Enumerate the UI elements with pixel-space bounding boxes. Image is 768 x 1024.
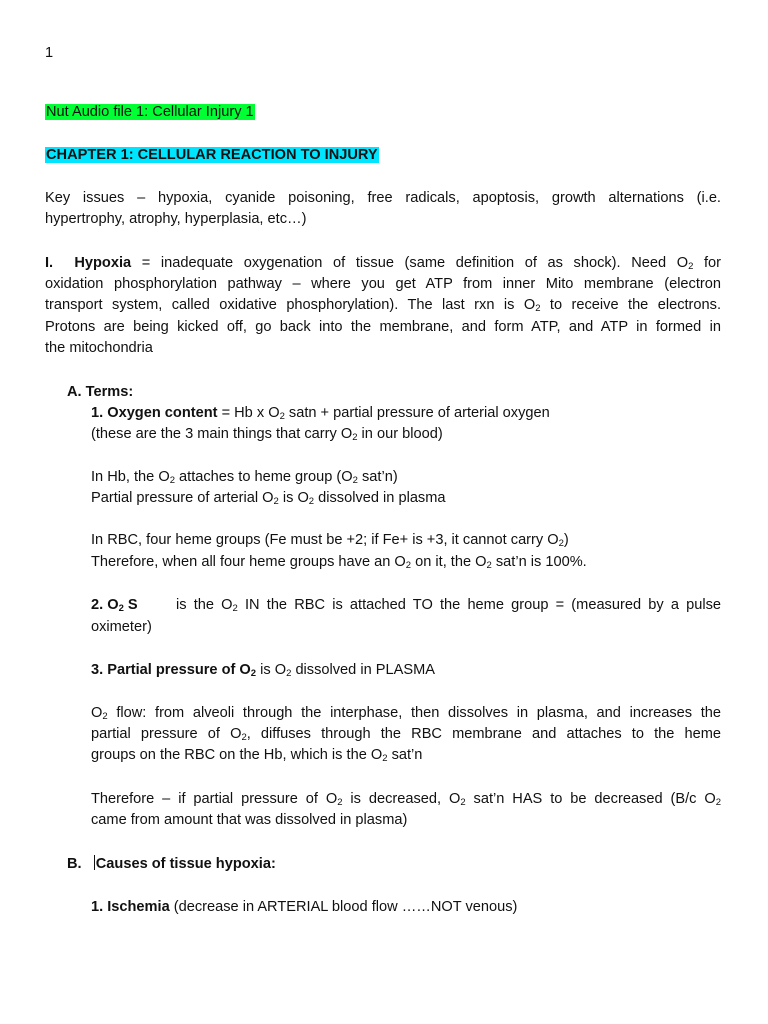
hypoxia-line-2: oxidation phosphorylation pathway – where you get ATP from inner Mito membrane (electron [45, 276, 721, 292]
key-issues-line-2: hypertrophy, atrophy, hyperplasia, etc…) [45, 211, 307, 227]
term-2-definition: is the $O_2$ IN the RBC is attached TO the heme group = (measured by a pulse [176, 597, 721, 614]
therefore-decrease-line-1: Therefore – if partial pressure of $O_2$ is decreased, $O_2$ sat’n HAS to be decreased (B/c $O_2$ [91, 791, 722, 808]
causes-heading: B. Causes of tissue hypoxia: [67, 856, 276, 872]
rbc-heme-line: In RBC, four heme groups (Fe must be +2; if Fe+ is +3, it cannot carry $O_2$) [91, 532, 569, 549]
o2-flow-line-2: partial pressure of $O_2$, diffuses through the RBC membrane and attaches to the heme [91, 726, 721, 743]
section-roman: I. [45, 255, 54, 271]
text-cursor [94, 855, 95, 870]
audio-file-title: Nut Audio file 1: Cellular Injury 1 [46, 104, 254, 120]
term-3-partial-pressure: 3. Partial pressure of $O_2$ is $O_2$ dissolved in PLASMA [91, 662, 435, 679]
therefore-decrease-line-2: came from amount that was dissolved in plasma) [91, 812, 408, 828]
o2-flow-line-3: groups on the RBC on the Hb, which is the $O_2$ sat’n [91, 747, 423, 764]
cause-1-ischemia: 1. Ischemia (decrease in ARTERIAL blood flow ……NOT venous) [91, 899, 518, 915]
partial-pressure-line: Partial pressure of arterial $O_2$ is $O_2$ dissolved in plasma [91, 490, 446, 507]
term-2-line-2: oximeter) [91, 619, 152, 635]
hypoxia-line-1: I. Hypoxia = inadequate oxygenation of tissue (same definition of as shock). Need $O_2$ for [45, 255, 722, 272]
hypoxia-line-4: Protons are being kicked off, go back into the membrane, and form ATP, and ATP in formed in [45, 319, 721, 335]
hypoxia-line-5: the mitochondria [45, 340, 153, 356]
audio-file-heading [45, 104, 255, 122]
chapter-heading [45, 147, 379, 165]
terms-heading: A. Terms: [67, 384, 134, 400]
term-1-oxygen-content: 1. Oxygen content = Hb x $O_2$ satn + partial pressure of arterial oxygen [91, 405, 550, 422]
hypoxia-term: Hypoxia [74, 255, 132, 271]
term-2-o2-sat: 2. $O_2$ S [91, 597, 138, 614]
key-issues-line-1: Key issues – hypoxia, cyanide poisoning, free radicals, apoptosis, growth alternations (i.e. [45, 190, 721, 206]
page-number: 1 [45, 45, 54, 61]
hypoxia-line-3: transport system, called oxidative phosphorylation). The last rxn is $O_2$ to receive the electrons. [45, 297, 722, 314]
hb-line: In Hb, the $O_2$ attaches to heme group ($O_2$ sat’n) [91, 469, 398, 486]
chapter-title: CHAPTER 1: CELLULAR REACTION TO INJURY [46, 147, 378, 163]
term-1-note: (these are the 3 main things that carry $O_2$ in our blood) [91, 426, 443, 443]
therefore-saturation-line: Therefore, when all four heme groups have an $O_2$ on it, the $O_2$ sat’n is 100%. [91, 554, 587, 571]
o2-flow-line-1: $O_2$ flow: from alveoli through the interphase, then dissolves in plasma, and increases the [91, 705, 721, 722]
